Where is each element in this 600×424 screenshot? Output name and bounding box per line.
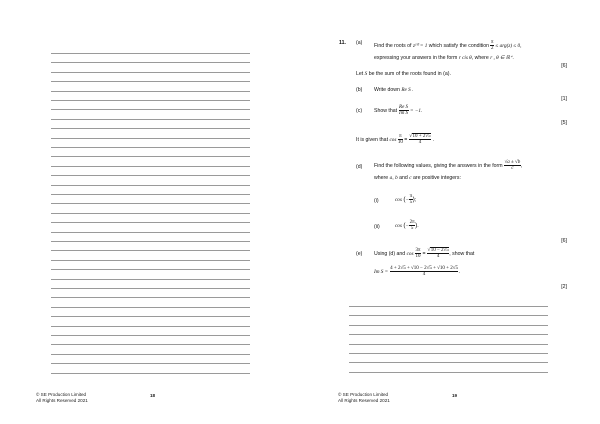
part-d-ii-expr bbox=[395, 220, 419, 231]
let-text: Let bbox=[356, 71, 364, 77]
part-e-rhs-fraction bbox=[390, 266, 459, 277]
given-value-num: √10 + 2√5 bbox=[409, 134, 431, 139]
given-end: . bbox=[432, 136, 435, 143]
answer-line bbox=[51, 72, 250, 73]
answer-line bbox=[51, 185, 250, 186]
part-a-condition-fraction bbox=[490, 40, 494, 51]
part-e-lhs: Im S = bbox=[374, 268, 389, 275]
part-e-value-den: 4 bbox=[436, 254, 440, 259]
answer-line bbox=[51, 335, 250, 336]
part-e-value-fraction bbox=[427, 248, 449, 259]
part-a-label: (a) bbox=[356, 40, 363, 46]
given-arg-num: π bbox=[399, 134, 402, 139]
part-d-line2 bbox=[374, 175, 461, 181]
part-d-text: Find the following values, giving the answers in the form bbox=[374, 162, 503, 169]
answer-line bbox=[349, 362, 548, 363]
part-e-marks: [2] bbox=[561, 284, 567, 290]
part-c-label: (c) bbox=[356, 108, 363, 114]
part-e-cos: cos bbox=[406, 250, 414, 257]
answer-line bbox=[51, 241, 250, 242]
part-c-rest: = −1. bbox=[410, 107, 423, 114]
part-e-arg-num: 3π bbox=[415, 248, 421, 253]
part-b-expr: Re S . bbox=[401, 87, 414, 93]
answer-line bbox=[349, 325, 548, 326]
part-e-text2: , show that bbox=[449, 250, 475, 257]
part-e-rhs-den: 4 bbox=[422, 272, 426, 277]
answer-line bbox=[51, 109, 250, 110]
part-a-vars: r , θ ∈ ℝ⁺. bbox=[490, 55, 514, 61]
let-rest: be the sum of the roots found in (a). bbox=[368, 71, 451, 77]
part-e-arg-fraction bbox=[415, 248, 421, 259]
answer-line bbox=[51, 213, 250, 214]
part-e-eq: = bbox=[422, 250, 426, 257]
part-e-text1: Using (d) and bbox=[374, 250, 406, 257]
answer-line bbox=[51, 344, 250, 345]
let-s: S bbox=[364, 71, 368, 77]
answer-line bbox=[51, 119, 250, 120]
part-b-text: Write down bbox=[374, 87, 400, 93]
part-c-line bbox=[374, 105, 422, 116]
part-a-equation: z¹⁰ = 1 bbox=[412, 42, 428, 49]
answer-line bbox=[51, 128, 250, 129]
left-footer bbox=[36, 392, 88, 404]
part-e-end: . bbox=[458, 268, 460, 275]
part-a-text1: Find the roots of bbox=[374, 42, 412, 49]
part-d-ii-lparen: ( bbox=[403, 221, 406, 229]
left-footer-rights: All Rights Reserved 2021 bbox=[36, 398, 88, 403]
right-footer-copyright: © SE Production Limited bbox=[338, 392, 389, 397]
part-d-text2a: where bbox=[374, 175, 389, 181]
answer-line bbox=[51, 203, 250, 204]
answer-line bbox=[51, 81, 250, 82]
answer-line bbox=[51, 232, 250, 233]
part-e-radicand: 10 − 2√5 bbox=[430, 248, 449, 253]
answer-line bbox=[51, 260, 250, 261]
answer-line bbox=[51, 53, 250, 54]
given-arg-fraction bbox=[398, 134, 403, 145]
part-d-i-label: (i) bbox=[374, 198, 379, 204]
part-d-marks: [6] bbox=[561, 238, 567, 244]
answer-line bbox=[51, 326, 250, 327]
part-d-ii-num: 2π bbox=[409, 220, 415, 225]
right-page-number: 19 bbox=[452, 393, 458, 398]
answer-line bbox=[51, 138, 250, 139]
part-d-text2d: are positive integers: bbox=[413, 175, 461, 181]
part-a-condition-den: 2 bbox=[490, 46, 494, 51]
part-d-ii-cos: cos bbox=[395, 222, 402, 229]
answer-line bbox=[51, 307, 250, 308]
answer-line bbox=[51, 316, 250, 317]
answer-line bbox=[349, 315, 548, 316]
part-d-line1 bbox=[374, 160, 522, 171]
answer-line bbox=[51, 279, 250, 280]
right-footer-rights: All Rights Reserved 2021 bbox=[338, 398, 390, 403]
given-text-label: It is given that bbox=[356, 136, 389, 143]
answer-line bbox=[51, 194, 250, 195]
part-a-condition-num: π bbox=[490, 40, 494, 45]
part-d-ii-den: 5 bbox=[410, 226, 414, 231]
left-page-number: 18 bbox=[150, 393, 156, 398]
answer-line bbox=[51, 288, 250, 289]
part-c-den: Im S bbox=[399, 111, 409, 116]
part-d-var-b: b bbox=[395, 175, 398, 181]
given-eq: = bbox=[404, 136, 408, 143]
answer-line bbox=[51, 222, 250, 223]
part-d-text2c: and bbox=[399, 175, 408, 181]
answer-line bbox=[51, 373, 250, 374]
answer-line bbox=[349, 306, 548, 307]
part-d-ii-end: . bbox=[417, 222, 419, 229]
answer-line bbox=[51, 100, 250, 101]
part-d-i-den: 5 bbox=[409, 200, 413, 205]
given-line bbox=[356, 134, 434, 145]
part-d-label: (d) bbox=[356, 164, 363, 170]
part-d-ii-minus: − bbox=[405, 222, 410, 229]
answer-line bbox=[349, 353, 548, 354]
part-d-text2b: , bbox=[392, 175, 394, 181]
answer-line bbox=[51, 156, 250, 157]
part-d-form-num: √a ± √b bbox=[504, 160, 521, 165]
part-c-fraction bbox=[399, 105, 409, 116]
right-footer bbox=[338, 392, 390, 404]
answer-line bbox=[51, 62, 250, 63]
answer-line bbox=[349, 372, 548, 373]
answer-line bbox=[51, 175, 250, 176]
given-cos: cos bbox=[389, 136, 397, 143]
part-d-i-expr bbox=[395, 194, 416, 205]
answer-line bbox=[51, 354, 250, 355]
part-d-i-num: π bbox=[409, 194, 413, 199]
part-a-text4: , where bbox=[471, 55, 489, 61]
part-c-marks: [5] bbox=[561, 120, 567, 126]
part-a-marks: [6] bbox=[561, 63, 567, 69]
answer-line bbox=[51, 297, 250, 298]
left-footer-copyright: © SE Production Limited bbox=[36, 392, 87, 397]
part-d-i-end: ; bbox=[414, 196, 417, 203]
question-number: 11. bbox=[339, 40, 346, 46]
given-radicand: 10 + 2√5 bbox=[412, 134, 431, 139]
part-e-label: (e) bbox=[356, 251, 363, 257]
part-b-line bbox=[374, 87, 413, 93]
part-d-i-cos: cos bbox=[395, 196, 402, 203]
part-a-text3: expressing your answers in the form bbox=[374, 55, 458, 61]
part-e-arg-den: 10 bbox=[415, 254, 421, 259]
given-value-fraction bbox=[409, 134, 431, 145]
part-e-line2 bbox=[374, 266, 460, 277]
part-c-num: Re S bbox=[399, 105, 409, 110]
part-d-form-den: c bbox=[511, 166, 514, 171]
part-c-text: Show that bbox=[374, 107, 398, 114]
answer-line bbox=[51, 363, 250, 364]
part-d-var-c: c bbox=[409, 175, 412, 181]
part-d-form-fraction bbox=[504, 160, 521, 171]
given-arg-den: 10 bbox=[397, 140, 403, 145]
answer-line bbox=[51, 147, 250, 148]
part-a-form: r cis θ bbox=[458, 55, 472, 61]
answer-line bbox=[349, 334, 548, 335]
part-a-text2: which satisfy the condition bbox=[428, 42, 490, 49]
answer-line bbox=[51, 166, 250, 167]
answer-line bbox=[51, 250, 250, 251]
part-d-ii-label: (ii) bbox=[374, 224, 380, 230]
part-d-i-minus: − bbox=[405, 196, 410, 203]
answer-line bbox=[51, 269, 250, 270]
part-e-value-num: √10 − 2√5 bbox=[427, 248, 449, 253]
part-d-comma: , bbox=[520, 162, 523, 169]
part-b-label: (b) bbox=[356, 87, 363, 93]
right-page bbox=[300, 0, 600, 424]
part-d-ii-rparen: ) bbox=[415, 221, 418, 229]
part-d-i-rparen: ) bbox=[412, 195, 415, 203]
answer-line bbox=[349, 344, 548, 345]
part-b-marks: [1] bbox=[561, 96, 567, 102]
let-s-line bbox=[356, 71, 451, 77]
part-d-var-a: a bbox=[389, 175, 393, 181]
part-e-line1 bbox=[374, 248, 474, 259]
part-d-i-lparen: ( bbox=[403, 195, 406, 203]
answer-line bbox=[51, 91, 250, 92]
given-value-den: 4 bbox=[418, 140, 422, 145]
part-a-condition-rest: ≤ arg(z) ≤ 0, bbox=[495, 42, 522, 49]
part-a-line2 bbox=[374, 55, 514, 61]
part-a-line1 bbox=[374, 40, 521, 51]
part-e-rhs-num: 4 + 2√5 + √10 − 2√5 + √10 + 2√5 bbox=[390, 266, 458, 271]
